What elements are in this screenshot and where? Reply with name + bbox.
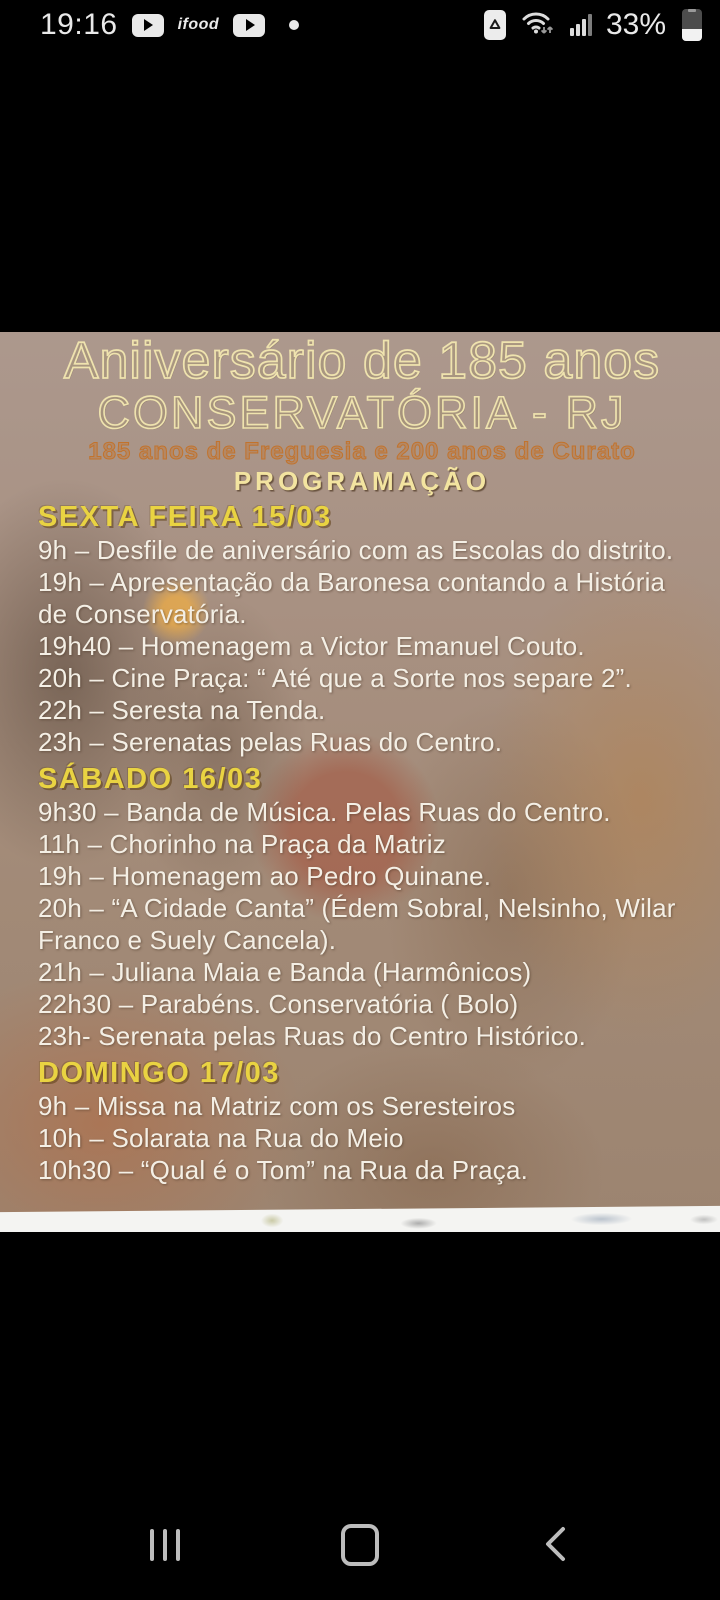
navigation-bar xyxy=(0,1490,720,1600)
event-line: 9h30 – Banda de Música. Pelas Ruas do Centro. xyxy=(38,797,611,827)
day-section xyxy=(38,1056,686,1186)
wifi-icon xyxy=(520,9,556,42)
signal-bars-icon xyxy=(570,14,592,36)
battery-icon xyxy=(682,9,702,41)
poster-image[interactable] xyxy=(0,332,720,1232)
youtube-icon xyxy=(132,14,164,37)
event-line: 9h – Missa na Matriz com os Seresteiros xyxy=(38,1091,516,1121)
status-bar xyxy=(0,0,720,50)
youtube-icon xyxy=(233,14,265,37)
event-line: 19h – Homenagem ao Pedro Quinane. xyxy=(38,861,492,891)
poster-footer-strip xyxy=(0,1206,720,1232)
day-section xyxy=(38,500,686,758)
back-button[interactable] xyxy=(510,1510,600,1580)
notification-dot xyxy=(289,20,299,30)
event-line: 20h – Cine Praça: “ Até que a Sorte nos separe 2”. xyxy=(38,663,632,693)
ifood-icon: ifood xyxy=(177,16,220,33)
program-label: PROGRAMAÇÃO xyxy=(233,466,491,496)
poster-subtitle: 185 anos de Freguesia e 200 anos de Curato xyxy=(88,438,636,465)
event-line: 22h – Seresta na Tenda. xyxy=(38,695,326,725)
event-line: 9h – Desfile de aniversário com as Escolas do distrito. xyxy=(38,535,674,565)
event-line: 21h – Juliana Maia e Banda (Harmônicos) xyxy=(38,957,532,987)
back-icon xyxy=(542,1524,568,1567)
event-line: 10h – Solarata na Rua do Meio xyxy=(38,1123,404,1153)
day-header: SÁBADO 16/03 xyxy=(38,763,263,795)
event-line: 19h – Apresentação da Baronesa contando a História de Conservatória. xyxy=(38,567,666,629)
event-line: 10h30 – “Qual é o Tom” na Rua da Praça. xyxy=(38,1155,529,1185)
event-line: 19h40 – Homenagem a Victor Emanuel Couto. xyxy=(38,631,585,661)
recents-button[interactable] xyxy=(120,1510,210,1580)
poster-title-city: CONSERVATÓRIA - RJ xyxy=(97,387,627,438)
poster-title: Aniiversário de 185 anos xyxy=(63,332,661,390)
battery-percent: 33% xyxy=(605,8,666,41)
event-line: 20h – “A Cidade Canta” (Édem Sobral, Nelsinho, Wilar Franco e Suely Cancela). xyxy=(38,893,676,955)
event-line: 23h – Serenatas pelas Ruas do Centro. xyxy=(38,727,503,757)
program-days xyxy=(38,500,686,1186)
day-header: SEXTA FEIRA 15/03 xyxy=(38,501,332,533)
recents-icon xyxy=(150,1529,180,1561)
clock: 19:16 xyxy=(40,8,118,41)
event-line: 22h30 – Parabéns. Conservatória ( Bolo) xyxy=(38,989,519,1019)
event-line: 11h – Chorinho na Praça da Matriz xyxy=(38,829,446,859)
home-icon xyxy=(341,1524,379,1566)
power-saving-icon xyxy=(484,10,506,40)
day-section xyxy=(38,762,686,1052)
event-line: 23h- Serenata pelas Ruas do Centro Histórico. xyxy=(38,1021,587,1051)
home-button[interactable] xyxy=(315,1510,405,1580)
day-header: DOMINGO 17/03 xyxy=(38,1057,280,1089)
